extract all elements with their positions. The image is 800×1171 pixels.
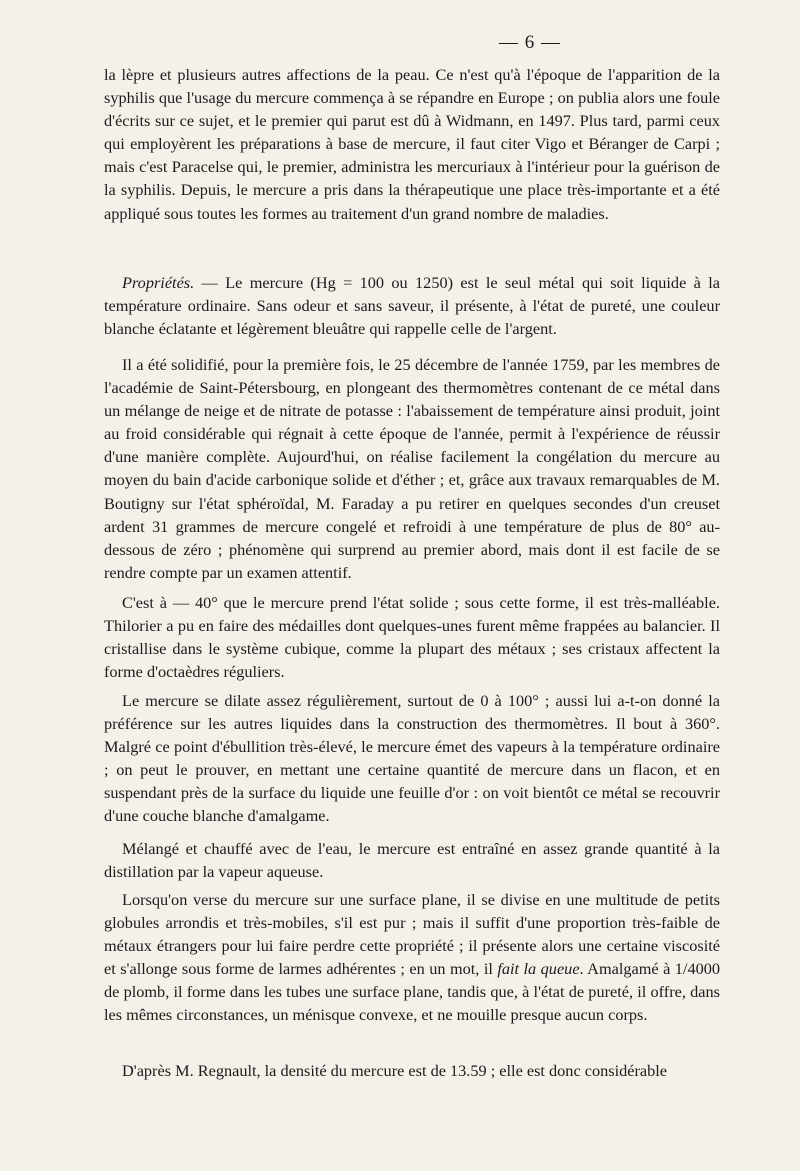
paragraph-text: la lèpre et plusieurs autres affections de la peau. Ce n'est qu'à l'époque de l'apparition de la syphilis que l'usage du mercure commença à se répandre en Europe ; on publia alors une foule d'écrits sur ce sujet, et le premier qui parut est dû à Widmann, en 1497. Plus tard, parmi ceux qui employèrent les préparations à base de mercure, il faut citer Vigo et Béranger de Carpi ; mais c'est Paracelse qui, le premier, administra les mercuriaux à l'intérieur pour la guérison de la syphilis. Depuis, le mercure a pris dans la thérapeutique une place très-importante et a été appliqué sous toutes les formes au traitement d'un grand nombre de maladies. [104,65,720,223]
paragraph-properties [104,271,720,340]
paragraph-text: Il a été solidifié, pour la première fois, le 25 décembre de l'année 1759, par les membres de l'académie de Saint-Pétersbourg, en plongeant des thermomètres contenant de ce métal dans un mélange de neige et de nitrate de potasse : l'abaissement de température ainsi produit, joint au froid considérable qui régnait à cette époque de l'année, permit à l'expérience de réussir d'une manière complète. Aujourd'hui, on réalise facilement la congélation du mercure au moyen du bain d'acide carbonique solide et d'éther ; et, grâce aux travaux remarquables de M. Boutigny sur l'état sphéroïdal, M. Faraday a pu retirer en quelques secondes d'un creuset ardent 31 grammes de mercure congelé et refroidi à une température de plus de 80° au-dessous de zéro ; phénomène qui surprend au premier abord, mais dont il est facile de se rendre compte par un examen attentif. [104,355,720,582]
section-heading: Propriétés. [122,273,195,292]
paragraph-distillation [104,837,720,883]
paragraph-density [104,1059,720,1082]
paragraph-text: — Le mercure (Hg = 100 ou 1250) est le seul métal qui soit liquide à la température ordinaire. Sans odeur et sans saveur, il présente, à l'état de pureté, une couleur blanche éclatante et légèrement bleuâtre qui rappelle celle de l'argent. [104,273,720,339]
paragraph-solid-state [104,591,720,683]
paragraph-text-continued: . Amalgamé à 1/4000 de plomb, il forme dans les tubes une surface plane, tandis que, à l'état de pureté, il offre, dans les mêmes circonstances, un ménisque convexe, et ne mouille presque aucun corps. [104,959,720,1025]
paragraph-text: D'après M. Regnault, la densité du mercure est de 13.59 ; elle est donc considérable [122,1061,668,1080]
paragraph-dilatation [104,689,720,828]
page-number: — 6 — [499,32,561,53]
paragraph-text: Le mercure se dilate assez régulièrement, surtout de 0 à 100° ; aussi lui a-t-on donné la préférence sur les autres liquides dans la construction des thermomètres. Il bout à 360°. Malgré ce point d'ébullition très-élevé, le mercure émet des vapeurs à la température ordinaire ; on peut le prouver, en mettant une certaine quantité de mercure dans un flacon, et en suspendant près de la surface du liquide une feuille d'or : on voit bientôt ce métal se recouvrir d'une couche blanche d'amalgame. [104,691,720,826]
paragraph-text: Lorsqu'on verse du mercure sur une surface plane, il se divise en une multitude de petits globules arrondis et très-mobiles, s'il est pur ; mais il suffit d'une proportion très-faible de métaux étrangers pour lui faire perdre cette propriété ; il présente alors une certaine viscosité et s'allonge sous forme de larmes adhérentes ; en un mot, il [104,890,720,979]
paragraph-history [104,63,720,225]
italic-phrase: fait la queue [497,959,580,979]
paragraph-text: C'est à — 40° que le mercure prend l'état solide ; sous cette forme, il est très-malléable. Thilorier a pu en faire des médailles dont quelques-unes furent même frappées au balancier. Il cristallise dans le système cubique, comme la plupart des métaux ; ses cristaux affectent la forme d'octaèdres réguliers. [104,593,720,682]
paragraph-globules [104,888,720,1027]
paragraph-text: Mélangé et chauffé avec de l'eau, le mercure est entraîné en assez grande quantité à la distillation par la vapeur aqueuse. [104,839,720,882]
paragraph-solidification [104,353,720,584]
